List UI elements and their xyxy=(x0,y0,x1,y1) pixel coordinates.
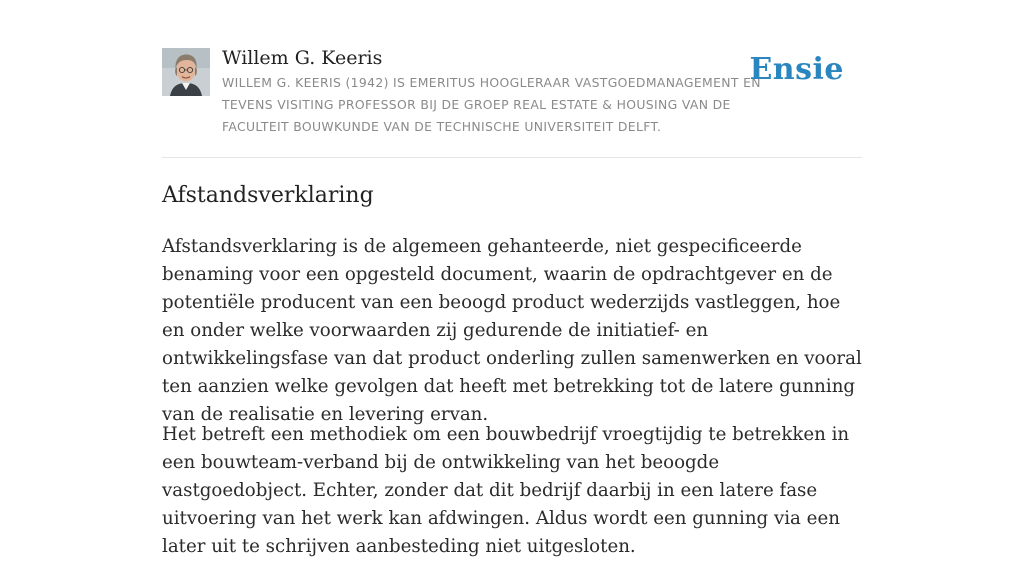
author-portrait-icon xyxy=(162,48,210,96)
author-avatar[interactable] xyxy=(162,48,210,96)
author-name[interactable]: Willem G. Keeris xyxy=(222,47,383,69)
header-divider xyxy=(162,157,862,158)
ensie-logo[interactable]: Ensie xyxy=(749,52,844,87)
article-paragraph: Het betreft een methodiek om een bouwbedrijf vroegtijdig te betrekken in een bouwteam-verband bij de ontwikkeling van het beoogde vastgoedobject. Echter, zonder dat dit bedrijf daarbij in een latere fase uitvoering van het werk kan afdwingen. Aldus wordt een gunning via een later uit te schrijven aanbesteding niet uitgesloten. xyxy=(162,424,850,557)
article-paragraph: Afstandsverklaring is de algemeen gehanteerde, niet gespecificeerde benaming voor een opgesteld document, waarin de opdrachtgever en de potentiële producent van een beoogd product wederzijds vastleggen, hoe en onder welke voorwaarden zij gedurende de initiatief- en ontwikkelingsfase van dat product onderling zullen samenwerken en vooral ten aanzien welke gevolgen dat heeft met betrekking tot de latere gunning van de realisatie en levering ervan. xyxy=(162,236,862,425)
author-bio: WILLEM G. KEERIS (1942) IS EMERITUS HOOGLERAAR VASTGOEDMANAGEMENT EN TEVENS VISITING PROFESSOR BIJ DE GROEP REAL ESTATE & HOUSING VAN DE FACULTEIT BOUWKUNDE VAN DE TECHNISCHE UNIVERSITEIT DELFT. xyxy=(222,75,761,134)
article-title: Afstandsverklaring xyxy=(162,183,374,208)
author-header xyxy=(162,44,862,156)
